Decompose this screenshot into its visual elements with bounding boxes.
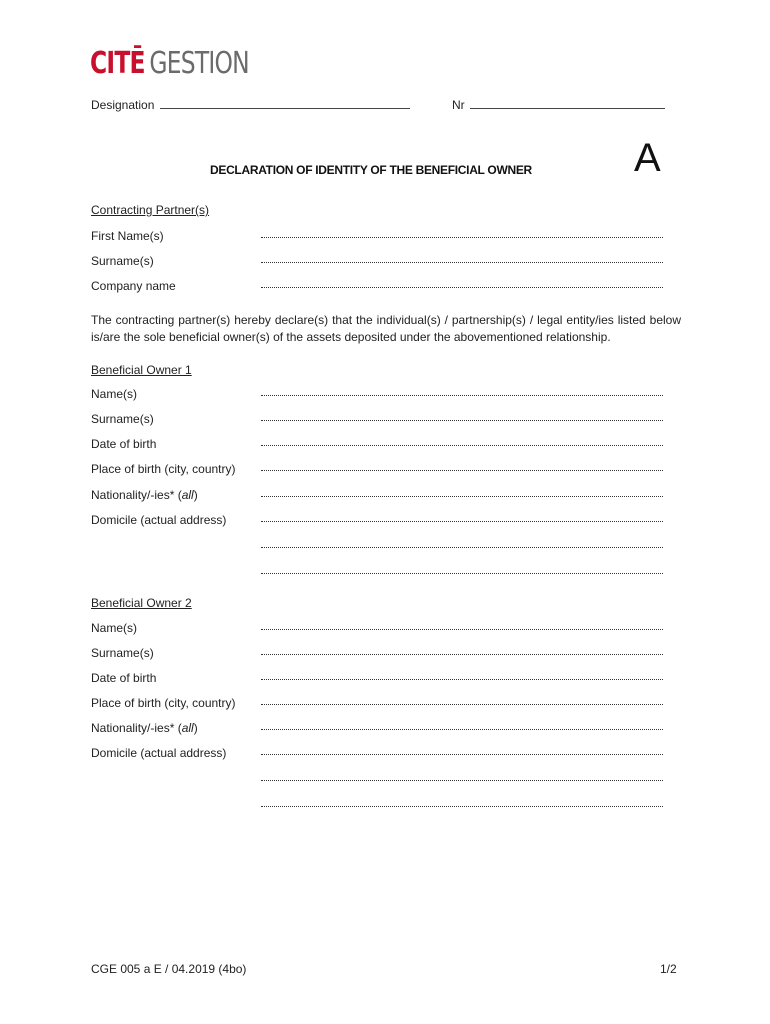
owner2-domicile-line-3[interactable] [261, 806, 663, 807]
owner1-domicile-row[interactable] [91, 513, 663, 529]
owner1-heading: Beneficial Owner 1 [91, 363, 192, 377]
company-name-label: Company name [91, 279, 176, 293]
page-title: DECLARATION OF IDENTITY OF THE BENEFICIAL OWNER [210, 163, 532, 177]
form-letter: A [634, 136, 661, 180]
logo-cite: CITĒ [90, 45, 145, 81]
owner1-domicile-line[interactable] [261, 521, 663, 522]
owner2-surname-label: Surname(s) [91, 646, 154, 660]
company-logo [90, 45, 249, 81]
owner1-dob-row[interactable] [91, 437, 663, 453]
owner1-pob-line[interactable] [261, 470, 663, 471]
owner1-domicile-line-2[interactable] [261, 547, 663, 548]
owner1-domicile-row-3[interactable] [91, 565, 663, 581]
owner1-pob-row[interactable] [91, 462, 663, 478]
owner2-dob-line[interactable] [261, 679, 663, 680]
statement-paragraph: The contracting partner(s) hereby declare(s) that the individual(s) / partnership(s) / legal entity/ies listed below is/are the sole beneficial owner(s) of the assets deposited under the abovementioned relationship. [91, 313, 681, 344]
owner1-dob-line[interactable] [261, 445, 663, 446]
nr-label: Nr [452, 98, 465, 112]
owner1-domicile-label: Domicile (actual address) [91, 513, 227, 527]
surname-label: Surname(s) [91, 254, 154, 268]
owner1-domicile-line-3[interactable] [261, 573, 663, 574]
nr-field[interactable] [452, 96, 665, 112]
contracting-heading: Contracting Partner(s) [91, 203, 210, 217]
first-name-line[interactable] [261, 237, 663, 238]
first-name-row[interactable] [91, 229, 663, 245]
owner1-nationality-line[interactable] [261, 496, 663, 497]
owner2-domicile-row-3[interactable] [91, 798, 663, 814]
owner1-name-label: Name(s) [91, 387, 138, 401]
owner1-domicile-row-2[interactable] [91, 539, 663, 555]
form-code: CGE 005 a E / 04.2019 (4bo) [91, 962, 247, 976]
designation-field[interactable] [91, 96, 410, 112]
owner2-domicile-line[interactable] [261, 754, 663, 755]
owner1-surname-label: Surname(s) [91, 412, 154, 426]
first-name-label: First Name(s) [91, 229, 164, 243]
owner1-pob-label: Place of birth (city, country) [91, 462, 236, 476]
owner2-dob-row[interactable] [91, 671, 663, 687]
owner2-dob-label: Date of birth [91, 671, 157, 685]
owner2-nationality-row[interactable] [91, 721, 663, 737]
owner2-name-line[interactable] [261, 629, 663, 630]
owner1-surname-row[interactable] [91, 412, 663, 428]
owner1-nationality-row[interactable] [91, 488, 663, 504]
owner1-nationality-label: Nationality/-ies* (all) [91, 488, 198, 502]
owner2-name-label: Name(s) [91, 621, 138, 635]
owner2-surname-line[interactable] [261, 654, 663, 655]
owner1-dob-label: Date of birth [91, 437, 157, 451]
owner2-domicile-line-2[interactable] [261, 780, 663, 781]
surname-row[interactable] [91, 254, 663, 270]
owner1-surname-line[interactable] [261, 420, 663, 421]
logo-gestion: GESTION [149, 45, 249, 81]
owner1-name-line[interactable] [261, 395, 663, 396]
designation-label: Designation [91, 98, 155, 112]
owner2-domicile-row[interactable] [91, 746, 663, 762]
surname-line[interactable] [261, 262, 663, 263]
owner2-domicile-label: Domicile (actual address) [91, 746, 227, 760]
owner2-pob-row[interactable] [91, 696, 663, 712]
nr-line[interactable] [470, 96, 665, 109]
owner2-heading: Beneficial Owner 2 [91, 596, 192, 610]
page-number: 1/2 [660, 962, 677, 976]
owner2-surname-row[interactable] [91, 646, 663, 662]
owner2-domicile-row-2[interactable] [91, 772, 663, 788]
designation-line[interactable] [160, 96, 410, 109]
owner2-name-row[interactable] [91, 621, 663, 637]
owner1-name-row[interactable] [91, 387, 663, 403]
company-name-row[interactable] [91, 279, 663, 295]
owner2-pob-line[interactable] [261, 704, 663, 705]
owner2-nationality-label: Nationality/-ies* (all) [91, 721, 198, 735]
owner2-nationality-line[interactable] [261, 729, 663, 730]
company-name-line[interactable] [261, 287, 663, 288]
owner2-pob-label: Place of birth (city, country) [91, 696, 236, 710]
